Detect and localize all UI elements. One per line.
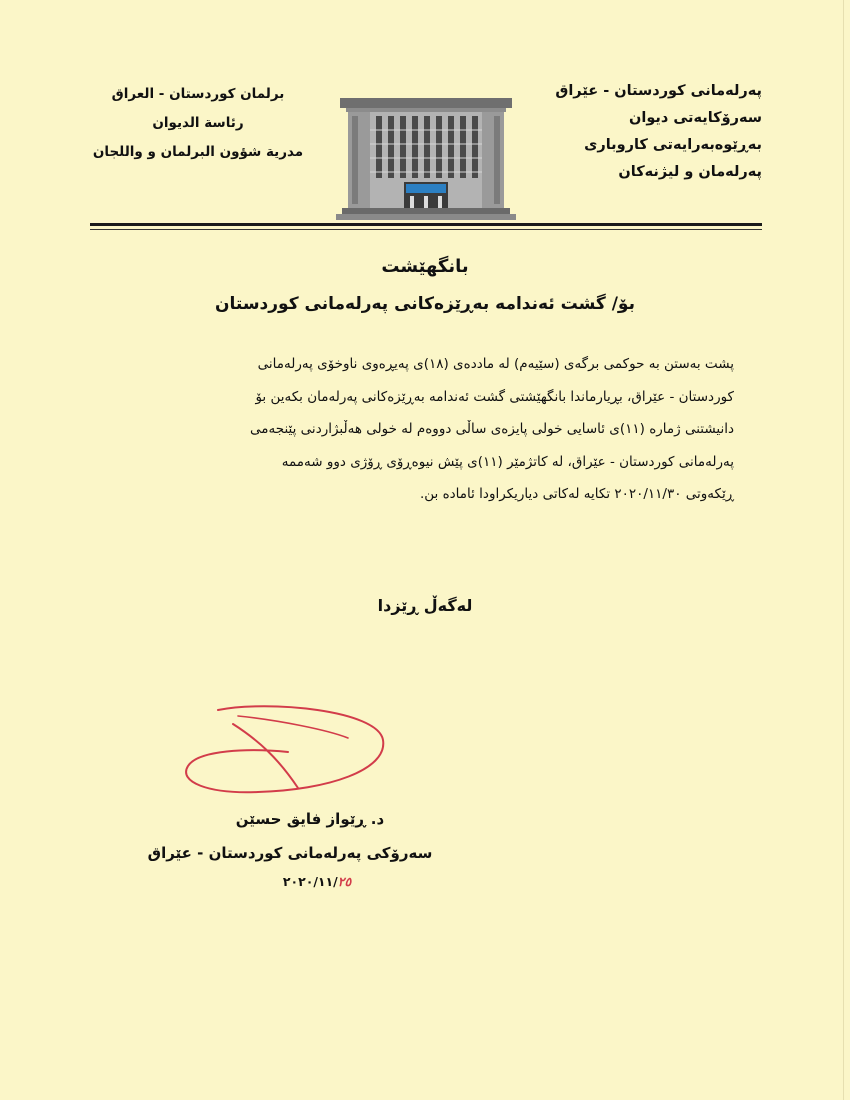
letter-title: بانگهێشت [381,256,469,277]
header-divider [90,223,762,226]
header-arabic-line: رئاسة الديوان [152,115,244,131]
header-kurdish-line: پەرلەمانی كوردستان - عێراق [555,83,762,99]
handwritten-signature [178,700,398,800]
signatory-name: د. ڕێواز فایق حسێن [235,810,385,828]
signatory-title: سەرۆكی پەرلەمانی كوردستان - عێراق [147,844,433,862]
header-kurdish-line: بەڕێوەبەرایەتی كاروباری [584,137,762,153]
signature-date [262,874,372,889]
body-line: ڕێكەوتی ٢٠٢٠/١١/٣٠ تكایە لەكاتی دیاریكراودا ئامادە بن. [419,486,734,502]
body-line: پشت بەستن بە حوكمی برگەی (سێیەم) لە ماددەی (١٨)ی پەیڕەوی ناوخۆی پەرلەمانی [257,356,734,372]
header-kurdish-line: سەرۆكایەتی دیوان [628,110,762,126]
body-line: دانیشتنی ژمارە (١١)ی ئاسایی خولی پایزەی ساڵی دووەم لە خولی هەڵبژاردنی پێنجەمی [250,421,734,437]
header-arabic [78,80,318,167]
header-arabic-line: مدرية شؤون البرلمان و واللجان [92,144,304,160]
header-arabic-line: برلمان كوردستان - العراق [111,86,285,102]
header-divider-thin [90,229,762,230]
date-printed: ٢٠٢٠/١١/ [282,874,338,889]
closing-salutation: لەگەڵ ڕێزدا [377,596,473,615]
body-line: كوردستان - عێراق، بڕیارماندا بانگهێشتی گشت ئەندامە بەڕێزەكانی پەرلەمان بكەین بۆ [255,388,734,405]
body-line: پەرلەمانی كوردستان - عێراق، لە كاتژمێر (١١)ی پێش نیوەڕۆی ڕۆژی دوو شەممە [281,453,734,470]
letter-body [126,348,734,511]
header-kurdish [522,78,762,186]
letter-recipient: بۆ/ گشت ئەندامە بەڕێزەكانی پەرلەمانی كوردستان [215,294,635,314]
parliament-building-icon [336,96,516,222]
page-edge [843,0,844,1100]
header-kurdish-line: پەرلەمان و لیژنەكان [618,164,762,180]
date-handwritten-day: ٢٥ [337,874,352,889]
